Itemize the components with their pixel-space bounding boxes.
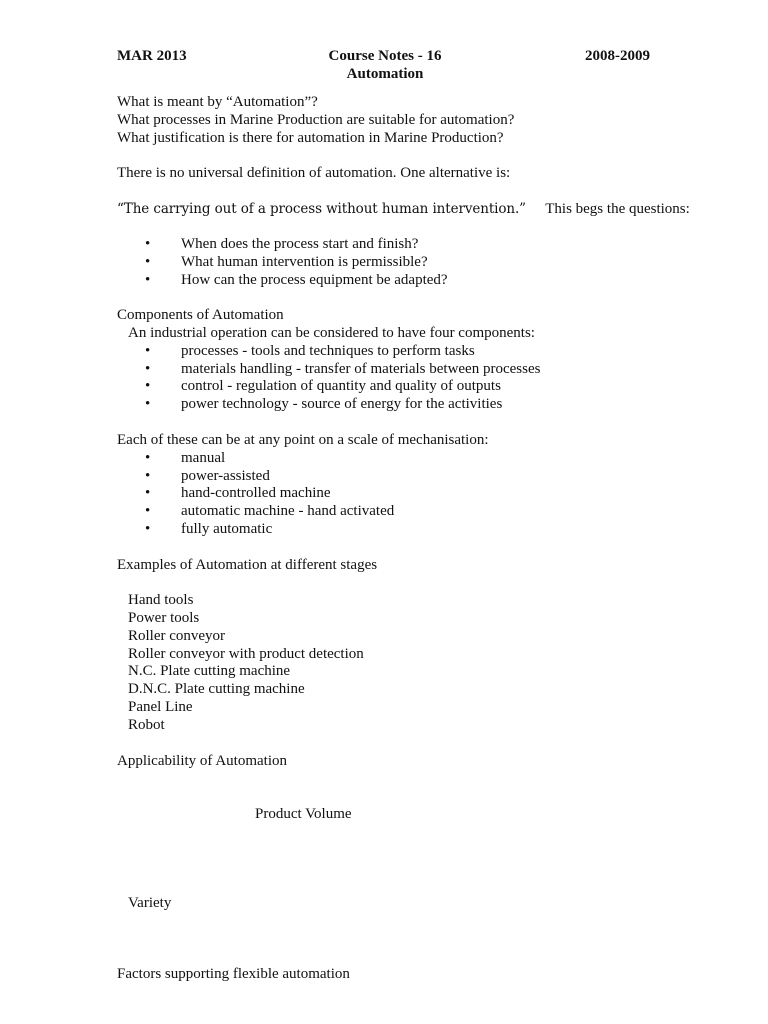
course-notes-title: Course Notes - 16 [328, 48, 442, 64]
list-item: Robot [128, 717, 165, 733]
components-intro: An industrial operation can be considered to have four components: [128, 325, 535, 341]
list-item: • When does the process start and finish? [145, 236, 419, 252]
list-item: • How can the process equipment be adapted? [145, 272, 448, 288]
list-item: Power tools [128, 610, 200, 626]
list-item: • power technology - source of energy for the activities [145, 396, 503, 412]
list-item: Roller conveyor with product detection [128, 646, 364, 662]
list-item: Panel Line [128, 699, 193, 715]
list-item: Roller conveyor [128, 628, 226, 644]
examples-heading: Examples of Automation at different stages [117, 557, 378, 573]
intro-question-1: What is meant by “Automation”? [117, 94, 318, 110]
mechanisation-intro: Each of these can be at any point on a scale of mechanisation: [117, 432, 489, 448]
definition-follow: This begs the questions: [545, 201, 690, 217]
intro-question-3: What justification is there for automation in Marine Production? [117, 130, 504, 146]
list-item: • manual [145, 450, 226, 466]
intro-question-2: What processes in Marine Production are suitable for automation? [117, 112, 515, 128]
axis-label-variety: Variety [128, 895, 172, 911]
list-item: • What human intervention is permissible? [145, 254, 428, 270]
applicability-heading: Applicability of Automation [117, 753, 287, 769]
definition-line [117, 200, 690, 218]
axis-label-product-volume: Product Volume [255, 806, 352, 822]
components-heading: Components of Automation [117, 307, 284, 323]
list-item: • fully automatic [145, 521, 273, 537]
course-code: MAR 2013 [117, 48, 187, 64]
list-item: • hand-controlled machine [145, 485, 331, 501]
list-item: • materials handling - transfer of materials between processes [145, 361, 541, 377]
page-title: Automation [346, 66, 424, 82]
list-item: • control - regulation of quantity and quality of outputs [145, 378, 501, 394]
list-item: • processes - tools and techniques to perform tasks [145, 343, 475, 359]
definition-quote: “The carrying out of a process without human intervention.” [117, 201, 526, 217]
list-item: • automatic machine - hand activated [145, 503, 395, 519]
list-item: Hand tools [128, 592, 194, 608]
list-item: D.N.C. Plate cutting machine [128, 681, 305, 697]
list-item: • power-assisted [145, 468, 270, 484]
definition-intro: There is no universal definition of automation. One alternative is: [117, 165, 511, 181]
factors-heading: Factors supporting flexible automation [117, 966, 350, 982]
list-item: N.C. Plate cutting machine [128, 663, 291, 679]
academic-year: 2008-2009 [585, 48, 650, 64]
